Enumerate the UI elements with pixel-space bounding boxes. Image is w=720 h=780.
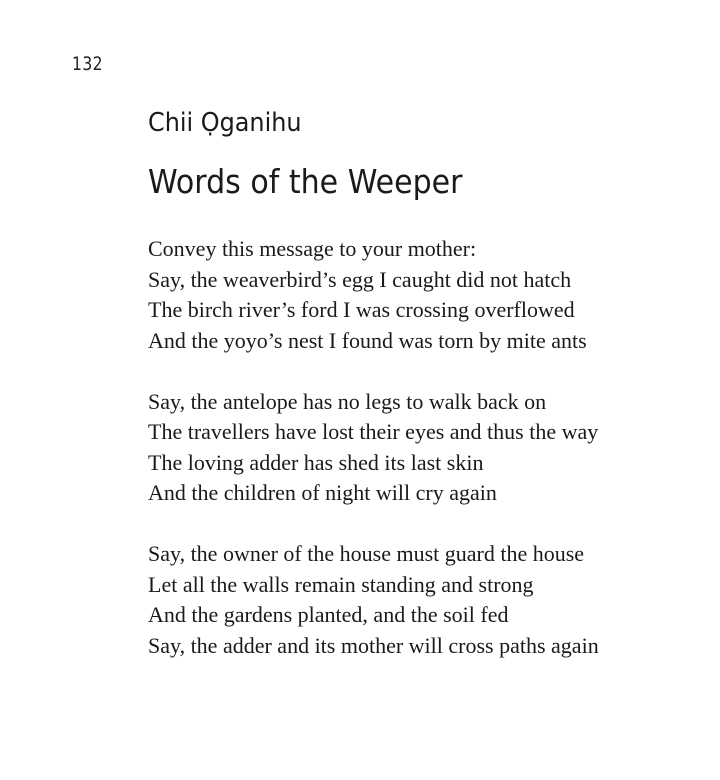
poem-author: Chii Ọganihu <box>148 108 302 138</box>
stanza <box>148 387 599 509</box>
poem-line: Say, the weaverbird’s egg I caught did not hatch <box>148 266 572 292</box>
poem-title: Words of the Weeper <box>148 162 463 201</box>
poem-body <box>148 234 599 692</box>
poem-line: And the children of night will cry again <box>148 480 497 505</box>
poem-line: And the gardens planted, and the soil fed <box>148 602 509 627</box>
poem-line: Convey this message to your mother: <box>148 236 477 261</box>
stanza <box>148 234 599 356</box>
poem-line: Say, the owner of the house must guard the house <box>148 541 585 566</box>
page-number: 132 <box>72 53 103 75</box>
poem-line: Say, the adder and its mother will cross paths again <box>148 632 599 658</box>
poem-line: Say, the antelope has no legs to walk back on <box>148 388 547 414</box>
poem-line: And the yoyo’s nest I found was torn by mite ants <box>148 327 587 353</box>
poem-line: The loving adder has shed its last skin <box>148 449 484 475</box>
stanza <box>148 539 599 661</box>
poem-line: The travellers have lost their eyes and thus the way <box>148 419 599 444</box>
poem-line: Let all the walls remain standing and strong <box>148 571 534 597</box>
poem-line: The birch river’s ford I was crossing overflowed <box>148 297 575 322</box>
